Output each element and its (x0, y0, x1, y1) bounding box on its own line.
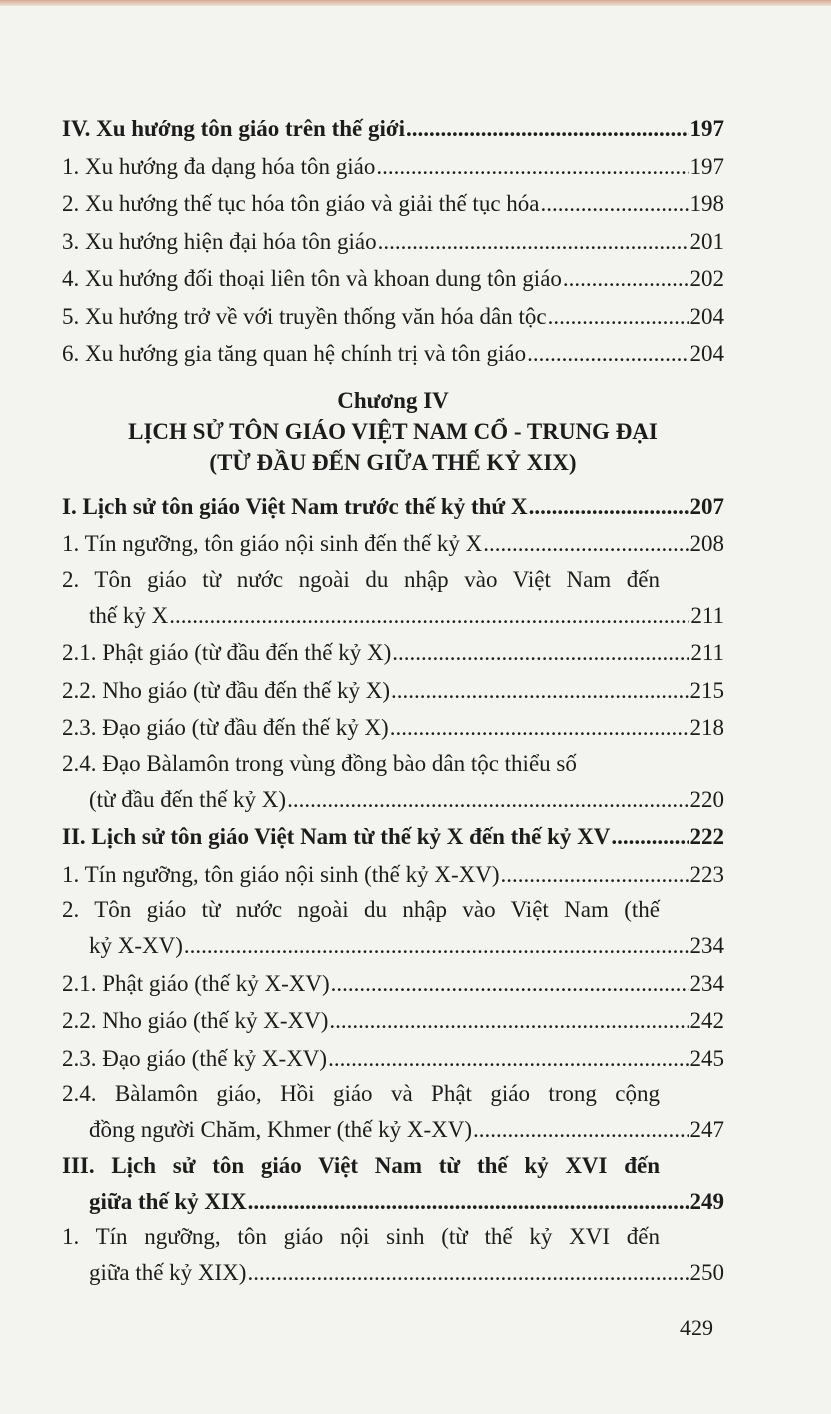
entry-label-line1[interactable]: 2.4. Bàlamôn giáo, Hồi giáo và Phật giáo trong cộng (62, 1081, 660, 1106)
toc-entry-section-iv[interactable] (62, 110, 724, 148)
entry-page: 204 (689, 341, 724, 366)
leader-dots (287, 781, 688, 819)
toc-entry[interactable] (62, 335, 724, 373)
leader-dots (376, 148, 688, 186)
toc-entry-section-iii[interactable] (62, 1183, 724, 1221)
entry-page: 242 (689, 1008, 724, 1033)
chapter-subtitle: (TỪ ĐẦU ĐẾN GIỮA THẾ KỶ XIX) (209, 449, 577, 475)
entry-label: I. Lịch sử tôn giáo Việt Nam trước thế kỷ thứ X (62, 493, 528, 519)
entry-page: 234 (689, 933, 724, 958)
toc-entry[interactable] (62, 1254, 724, 1292)
entry-page: 197 (689, 153, 724, 179)
chapter-number: Chương IV (337, 387, 449, 413)
entry-label-line1[interactable]: 2. Tôn giáo từ nước ngoài du nhập vào Việt Nam (thế (62, 897, 660, 922)
entry-page: 218 (689, 715, 724, 740)
leader-dots (331, 965, 689, 1003)
entry-page: 211 (690, 602, 724, 628)
entry-label-line2: kỷ X-XV) (89, 933, 183, 958)
entry-page: 204 (689, 303, 724, 329)
toc-entry[interactable] (62, 1040, 724, 1078)
top-edge-band (0, 0, 831, 6)
toc-entry[interactable] (62, 965, 724, 1003)
toc-entry[interactable] (62, 223, 724, 261)
entry-label: II. Lịch sử tôn giáo Việt Nam từ thế kỷ X đến thế kỷ XV (62, 824, 611, 849)
section-iii-line1[interactable]: III. Lịch sử tôn giáo Việt Nam từ thế kỷ XVI đến (62, 1152, 660, 1178)
leader-dots (527, 335, 688, 373)
entry-page: 197 (689, 116, 724, 141)
leader-dots (473, 1111, 689, 1149)
entry-page: 222 (689, 824, 724, 849)
entry-page: 201 (689, 228, 724, 254)
entry-label-line2: (từ đầu đến thế kỷ X) (89, 786, 287, 812)
leader-dots (501, 856, 689, 894)
leader-dots (248, 1183, 689, 1221)
entry-label: 2.1. Phật giáo (thế kỷ X-XV) (62, 970, 330, 996)
toc-entry[interactable] (62, 927, 724, 965)
leader-dots (329, 1002, 688, 1040)
entry-page: 211 (690, 640, 724, 665)
entry-label: 2.2. Nho giáo (thế kỷ X-XV) (62, 1008, 329, 1033)
entry-page: 208 (689, 531, 724, 556)
toc-entry[interactable] (62, 634, 724, 672)
leader-dots (169, 597, 689, 635)
toc-entry[interactable] (62, 148, 724, 186)
table-of-contents (62, 110, 724, 1292)
leader-dots (391, 672, 688, 710)
leader-dots (328, 1040, 688, 1078)
entry-label: 2. Xu hướng thế tục hóa tôn giáo và giải thế tục hóa (62, 191, 540, 216)
entry-label: 5. Xu hướng trở về với truyền thống văn hóa dân tộc (62, 303, 547, 329)
entry-page: 198 (689, 191, 724, 216)
entry-page: 250 (689, 1260, 724, 1285)
toc-entry[interactable] (62, 856, 724, 894)
entry-label: 2.2. Nho giáo (từ đầu đến thế kỷ X) (62, 677, 391, 703)
entry-label: 2.3. Đạo giáo (thế kỷ X-XV) (62, 1045, 328, 1071)
toc-entry[interactable] (62, 1111, 724, 1149)
entry-label-line2: đồng người Chăm, Khmer (thế kỷ X-XV) (89, 1117, 472, 1142)
entry-label: 3. Xu hướng hiện đại hóa tôn giáo (62, 228, 377, 254)
entry-page: 220 (689, 786, 724, 812)
leader-dots (390, 709, 689, 747)
toc-entry[interactable] (62, 781, 724, 819)
entry-label-line1[interactable]: 2. Tôn giáo từ nước ngoài du nhập vào Việt Nam đến (62, 566, 660, 592)
toc-entry[interactable] (62, 260, 724, 298)
leader-dots (378, 223, 689, 261)
entry-label: 2.3. Đạo giáo (từ đầu đến thế kỷ X) (62, 715, 389, 740)
entry-page: 234 (689, 970, 724, 996)
leader-dots (529, 488, 689, 526)
entry-label-line1[interactable]: 1. Tín ngưỡng, tôn giáo nội sinh (từ thế kỷ XVI đến (62, 1224, 660, 1249)
entry-label: 6. Xu hướng gia tăng quan hệ chính trị và tôn giáo (62, 341, 527, 366)
leader-dots (548, 298, 689, 336)
leader-dots (611, 818, 688, 856)
entry-page: 215 (689, 677, 724, 703)
entry-label: 4. Xu hướng đối thoại liên tôn và khoan dung tôn giáo (62, 266, 562, 291)
leader-dots (563, 260, 689, 298)
entry-label: 1. Xu hướng đa dạng hóa tôn giáo (62, 153, 376, 179)
entry-page: 245 (689, 1045, 724, 1071)
leader-dots (406, 110, 688, 148)
toc-entry[interactable] (62, 298, 724, 336)
entry-label-line1[interactable]: 2.4. Đạo Bàlamôn trong vùng đồng bào dân tộc thiểu số (62, 750, 577, 776)
leader-dots (541, 185, 689, 223)
page-number: 429 (680, 1315, 713, 1340)
entry-label: 1. Tín ngưỡng, tôn giáo nội sinh đến thế kỷ X (62, 531, 483, 556)
leader-dots (392, 634, 689, 672)
toc-entry[interactable] (62, 672, 724, 710)
toc-entry[interactable] (62, 709, 724, 747)
leader-dots (184, 927, 689, 965)
entry-label: IV. Xu hướng tôn giáo trên thế giới (62, 116, 406, 141)
toc-entry-section-i[interactable] (62, 488, 724, 526)
toc-entry[interactable] (62, 525, 724, 563)
leader-dots (247, 1254, 688, 1292)
entry-page: 207 (689, 493, 724, 519)
toc-entry[interactable] (62, 185, 724, 223)
entry-label: 1. Tín ngưỡng, tôn giáo nội sinh (thế kỷ X-XV) (62, 861, 500, 887)
toc-entry[interactable] (62, 1002, 724, 1040)
toc-entry-section-ii[interactable] (62, 818, 724, 856)
entry-page: 202 (689, 266, 724, 291)
entry-page: 249 (689, 1188, 724, 1214)
entry-label-line2: giữa thế kỷ XIX (89, 1188, 247, 1214)
entry-page: 247 (689, 1117, 724, 1142)
entry-label-line2: giữa thế kỷ XIX) (89, 1260, 247, 1285)
toc-entry[interactable] (62, 597, 724, 635)
leader-dots (483, 525, 688, 563)
chapter-title: LỊCH SỬ TÔN GIÁO VIỆT NAM CỔ - TRUNG ĐẠI (128, 418, 658, 444)
entry-page: 223 (689, 861, 724, 887)
entry-label-line2: thế kỷ X (89, 602, 169, 628)
entry-label: 2.1. Phật giáo (từ đầu đến thế kỷ X) (62, 640, 392, 665)
